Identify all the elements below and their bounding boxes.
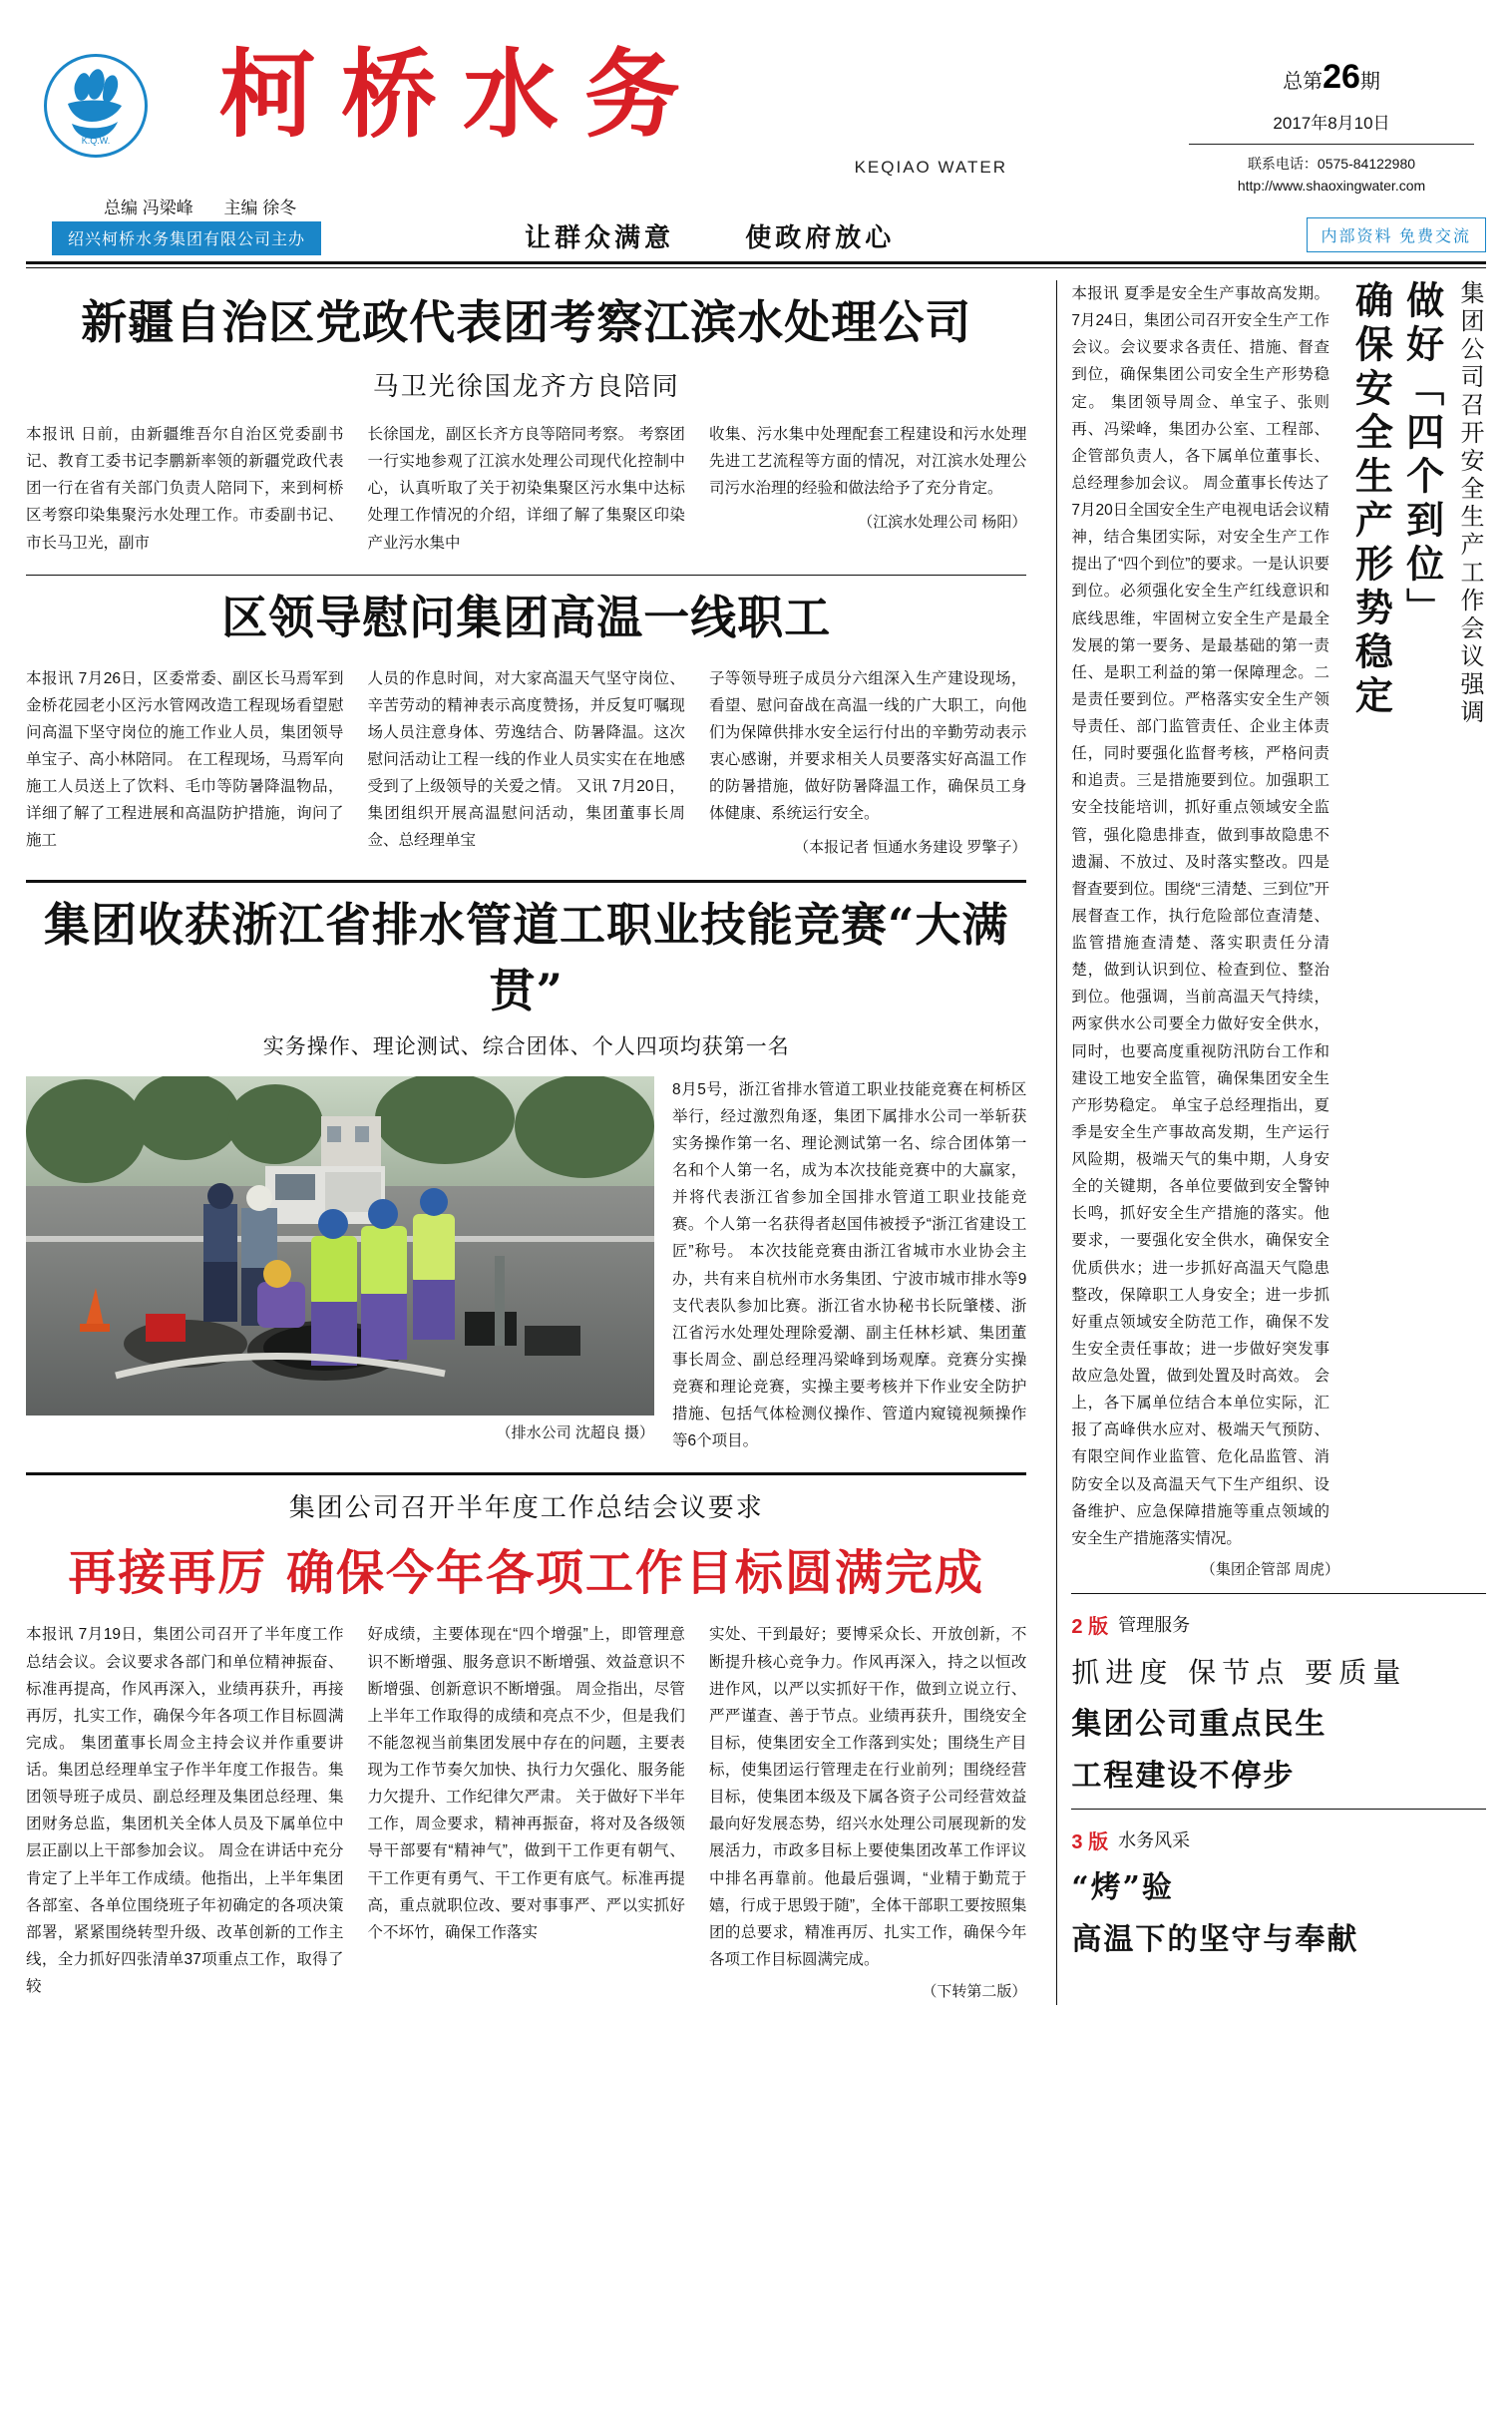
right-divider-2	[1071, 1809, 1486, 1810]
editor: 主编 徐冬	[223, 199, 297, 217]
article1-col1	[26, 421, 355, 557]
page-ref-2-category: 管理服务	[1118, 1615, 1191, 1636]
article4-continuation: （下转第二版）	[922, 1983, 1027, 2000]
photo-illustration	[26, 1076, 654, 1416]
issue-suffix: 期	[1359, 71, 1380, 93]
page-ref-3-category: 水务风采	[1118, 1830, 1191, 1851]
right-feature-vtitle-big	[1345, 280, 1448, 919]
page-ref-3-line1: “烤”验	[1071, 1869, 1174, 1905]
right-feature-vtitle-top: 做好「四个到位」	[1399, 280, 1445, 631]
issue-date: 2017年8月10日	[1273, 114, 1390, 133]
article2-signature: （本报记者 恒通水务建设 罗擎子）	[794, 839, 1027, 857]
article4-col3	[697, 1621, 1026, 2005]
issue-prefix: 总第	[1283, 71, 1323, 93]
right-column	[1071, 280, 1486, 2005]
page-ref-2-line1: 抓进度 保节点 要质量	[1071, 1655, 1407, 1689]
right-feature-signature: （集团企管部 周虎）	[1200, 1560, 1340, 1578]
article4-col3-text: 实处、干到最好；要博采众长、开放创新，不断提升核心竞争力。作风再深入，持之以恒改进作风，以严以实抓好干作，做到立说立行、严严谨查、善于节点。业绩再获升，围绕安全目标，使集团安全工作落到实处；围绕生产目标，使集团运行管理走在行业前列；围绕经营目标，使集团本级及下属各资子公司经营效益最向好发展态势，绍兴水处理公司展现新的发展活力，市政多目标上要使集团改革工作评议中排名再靠前。他最后强调，“业精于勤荒于嬉，行成于思毁于随”，全体干部职工要按照集团的总要求，精准再厉、扎实工作，确保今年各项工作目标圆满完成。	[708, 1626, 1027, 1968]
article3-subhead: 实务操作、理论测试、综合团体、个人四项均获第一名	[262, 1034, 790, 1058]
page-ref-3-header	[1071, 1825, 1486, 1854]
right-feature-titles	[1339, 280, 1486, 919]
right-feature-article	[1071, 280, 1486, 1579]
article1-col1-text: 本报讯 日前，由新疆维吾尔自治区党委副书记、教育工委书记李鹏新率领的新疆党政代表团一行在省有关部门负责人陪同下，来到柯桥区考察印染集聚污水处理工作。市委副书记、市长马卫光，副市	[26, 426, 344, 552]
keqiao-water-logo	[44, 54, 148, 158]
article2-body	[26, 665, 1026, 862]
right-divider-1	[1071, 1593, 1486, 1594]
article4-col2: 好成绩，主要体现在“四个增强”上，即管理意识不断增强、服务意识不断增强、效益意识不断增强、创新意识不断增强。 周佥指出，尽管上半年工作取得的成绩和亮点不少，但是我们不能忽视当前集团发展中存在的问题，主要表现为工作节奏欠加快、执行力欠强化、服务能力欠提升、工作纪律欠严肃。 关于做好下半年工作，周佥要求，精神再振奋，将对及各级领导干部要有“精神气”，做到干工作更有朝气、干工作更有勇气、干工作更有底气。标准再提高，重点就职位改、要对事事严、严以实抓好个不坏竹，确保工作落实	[367, 1626, 685, 1941]
article3-photo-row	[26, 1076, 1026, 1455]
page-ref-3-line2: 高温下的坚守与奉献	[1071, 1921, 1359, 1957]
slogan-left: 让群众满意	[525, 222, 675, 252]
divider-2	[26, 880, 1026, 883]
article1-col3-text: 收集、污水集中处理配套工程建设和污水处理先进工艺流程等方面的情况，对江滨水处理公司污水治理的经验和做法给予了充分肯定。	[708, 426, 1027, 498]
left-column	[26, 280, 1042, 2005]
paper-title: 柯桥水务	[219, 38, 706, 151]
article3-headline: 集团收获浙江省排水管道工职业技能竞赛“大满贯”	[43, 897, 1009, 1017]
issue-divider	[1189, 144, 1474, 145]
article3-photo-block	[26, 1076, 654, 1455]
article1-signature: （江滨水处理公司 杨阳）	[858, 514, 1027, 532]
svg-text:K.Q.W.: K.Q.W.	[81, 136, 111, 146]
article4-headline: 再接再厉 确保今年各项工作目标圆满完成	[68, 1545, 985, 1602]
publisher-badge: 绍兴柯桥水务集团有限公司主办	[52, 221, 321, 255]
article1-body	[26, 421, 1026, 557]
water-drop-icon	[50, 60, 142, 152]
divider-3	[26, 1472, 1026, 1475]
page-ref-3-number: 3 版	[1071, 1830, 1109, 1853]
right-feature-vtitle-bottom: 确保安全生产形势稳定	[1348, 280, 1394, 719]
article3-photo-caption: （排水公司 沈超良 摄）	[496, 1423, 654, 1441]
page-ref-2-line3: 工程建设不停步	[1071, 1758, 1296, 1794]
article1-headline: 新疆自治区党政代表团考察江滨水处理公司	[81, 295, 972, 349]
issue-info	[1177, 18, 1486, 198]
editors-line	[26, 192, 1486, 218]
page-ref-2-header	[1071, 1610, 1486, 1639]
page-ref-2[interactable]	[1071, 1610, 1486, 1795]
article4-body	[26, 1621, 1026, 2005]
content-area	[26, 280, 1486, 2005]
issue-number-line	[1177, 58, 1486, 97]
masthead-rule-thin	[26, 267, 1486, 268]
editor-chief: 总编 冯梁峰	[104, 199, 193, 217]
article2-headline: 区领导慰问集团高温一线职工	[221, 590, 832, 644]
page-ref-2-line2: 集团公司重点民生	[1071, 1706, 1327, 1742]
slogan-right: 使政府放心	[745, 222, 896, 252]
website-url[interactable]: http://www.shaoxingwater.com	[1237, 178, 1426, 195]
article4-kicker: 集团公司召开半年度工作总结会议要求	[288, 1493, 764, 1524]
divider-1	[26, 575, 1026, 576]
column-divider	[1056, 280, 1057, 2005]
subheader-bar	[26, 192, 1486, 255]
right-feature-text: 本报讯 夏季是安全生产事故高发期。7月24日，集团公司召开安全生产工作会议。会议要求各责任、措施、督查到位，确保集团公司安全生产形势稳定。 集团领导周佥、单宝子、张则再、冯梁峰，集团办公室、工程部、企管部负责人，各下属单位董事长、总经理参加会议。 周佥董事长传达了7月20日全国安全生产电视电话会议精神，结合集团实际，对安全生产工作提出了“四个到位”的要求。一是认识要到位。必须强化安全生产红线意识和底线思维，牢固树立安全生产是最全发展的第一要务、是最基础的第一责任、是职工利益的第一保障理念。二是责任要到位。严格落实安全生产领导责任、部门监管责任、企业主体责任，同时要强化监督考核，严格问责和追责。三是措施要到位。加强职工安全技能培训，抓好重点领域安全监管，强化隐患排查，做到事故隐患不遗漏、不放过、及时落实整改。四是督查要到位。围绕“三清楚、三到位”开展督查工作，执行危险部位查清楚、监管措施查清楚、落实职责任分清楚，做到认识到位、检查到位、整治到位。他强调，当前高温天气持续，两家供水公司要全力做好安全供水，同时，也要高度重视防汛防台工作和建设工地安全监管，确保集团安全生产形势稳定。 单宝子总经理指出，夏季是安全生产事故高发期，生产运行风险期，极端天气的集中期，人身安全的关键期，各单位要做到安全警钟长鸣，抓好安全生产措施的落实。他要求，一要强化安全供水，确保安全优质供水；进一步抓好高温天气隐患整改，保障职工人身安全；进一步抓好重点领域安全防范工作，确保不发生安全责任事故；进一步做好突发事故应急处置，做到处置及时高效。 会上，各下属单位结合本单位实际，汇报了高峰供水应对、极端天气预防、有限空间作业监管、危化品监管、消防安全以及高温天气下生产组织、设备维护、应急保障措施等重点领域的安全生产措施落实情况。	[1071, 285, 1330, 1547]
title-block	[166, 18, 1177, 178]
article-competition	[26, 889, 1026, 1455]
logo-container	[26, 18, 166, 158]
article-half-year	[26, 1487, 1026, 2005]
right-feature-vtitle-small: 集团公司召开安全生产工作会议强调	[1456, 280, 1484, 727]
issue-number: 26	[1323, 58, 1360, 96]
paper-title-english: KEQIAO WATER	[854, 158, 1007, 178]
article1-col2: 长徐国龙，副区长齐方良等陪同考察。 考察团一行实地参观了江滨水处理公司现代化控制中心，认真听取了关于初染集聚区污水集中达标处理工作情况的介绍，详细了解了集聚区印染产业污水集中	[367, 426, 685, 552]
masthead	[26, 18, 1486, 198]
page-ref-2-number: 2 版	[1071, 1615, 1109, 1638]
page-ref-3[interactable]	[1071, 1825, 1486, 1958]
contact-phone: 联系电话：0575-84122980	[1247, 156, 1416, 172]
article3-text: 8月5号，浙江省排水管道工职业技能竞赛在柯桥区举行，经过激烈角逐，集团下属排水公司一举斩获实务操作第一名、理论测试第一名、综合团体第一名和个人第一名，成为本次技能竞赛中的大赢家，并将代表浙江省参加全国排水管道工职业技能竞赛。个人第一名获得者赵国伟被授予“浙江省建设工匠”称号。 本次技能竞赛由浙江省城市水业协会主办，共有来自杭州市水务集团、宁波市城市排水等9支代表队参加比赛。浙江省水协秘书长阮肇楼、浙江省污水处理处理除爱潮、副主任林杉斌、集团董事长周佥、副总经理冯梁峰到场观摩。竞赛分实操竞赛和理论竞赛，实操主要考核并下作业安全防护措施、包括气体检测仪操作、管道内窥镜视频操作等6个项目。	[672, 1080, 1027, 1450]
article2-col1: 本报讯 7月26日，区委常委、副区长马焉军到金桥花园老小区污水管网改造工程现场看望慰问高温下坚守岗位的施工作业人员，集团领导单宝子、高小林陪同。 在工程现场，马焉军向施工人员送上了饮料、毛巾等防暑降温物品，详细了解了工程进展和高温防护措施，询问了施工	[26, 669, 344, 850]
article2-col2: 人员的作息时间，对大家高温天气坚守岗位、辛苦劳动的精神表示高度赞扬，并反复叮嘱现场人员注意身体、劳逸结合、防暑降温。这次慰问活动让工程一线的作业人员实实在在地感受到了上级领导的关爱之情。 又讯 7月20日，集团组织开展高温慰问活动，集团董事长周佥、总经理单宝	[367, 669, 685, 850]
photo-sewer-competition	[26, 1076, 654, 1416]
masthead-rule-thick	[26, 261, 1486, 264]
article-visit	[26, 582, 1026, 862]
article1-subhead: 马卫光徐国龙齐方良陪同	[372, 372, 680, 402]
article4-col1: 本报讯 7月19日，集团公司召开了半年度工作总结会议。会议要求各部门和单位精神振奋、标准再提高，作风再深入，业绩再获升，再接再厉，扎实工作，确保今年各项工作目标圆满完成。 集团董事长周佥主持会议并作重要讲话。集团总经理单宝子作半年度工作报告。集团领导班子成员、副总经理及集团总经理、集团财务总监，集团机关全体人员及下属单位中层正副以上干部参加会议。 周佥在讲话中充分肯定了上半年工作成绩。他指出，上半年集团各部室、各单位围绕班子年初确定的各项决策部署，紧紧围绕转型升级、改革创新的工作主线，全力抓好四张清单37项重点工作，取得了较	[26, 1626, 344, 1995]
internal-note-badge: 内部资料 免费交流	[1307, 217, 1486, 252]
article-xinjiang	[26, 286, 1026, 557]
article2-col3-text: 子等领导班子成员分六组深入生产建设现场，看望、慰问奋战在高温一线的广大职工，向他们为保障供排水安全运行付出的辛勤劳动表示衷心感谢，并要求相关人员要落实好高温工作的防暑措施，做好防暑降温工作，确保员工身体健康、系统运行安全。	[708, 669, 1027, 823]
article2-col3	[697, 665, 1026, 862]
slogan	[525, 217, 954, 254]
article1-col3	[697, 421, 1026, 557]
